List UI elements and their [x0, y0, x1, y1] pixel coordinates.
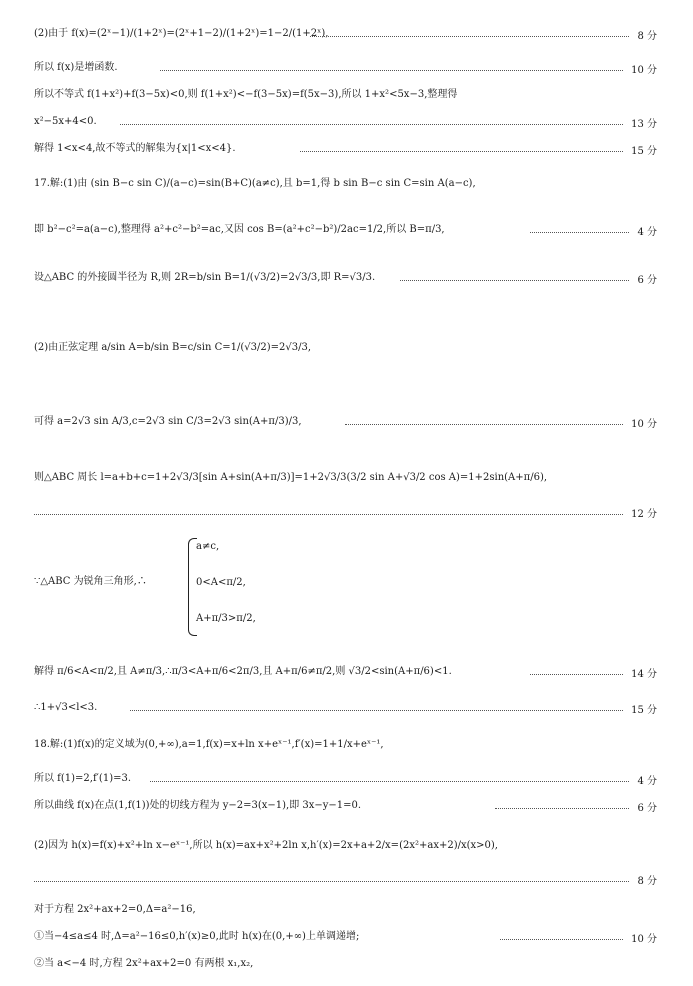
score-mark: 14 分 [631, 669, 657, 680]
line-text: 所以不等式 f(1+x²)+f(3−5x)<0,则 f(1+x²)<−f(3−5x)=f(5x−3),所以 1+x²<5x−3,整理得 [34, 89, 458, 100]
score-mark: 12 分 [631, 509, 657, 520]
score-mark: 10 分 [631, 419, 657, 430]
system-condition: a≠c, [196, 541, 220, 552]
score-mark: 13 分 [631, 119, 657, 130]
system-condition: A+π/3>π/2, [196, 613, 256, 624]
line-text: 解得 1<x<4,故不等式的解集为{x|1<x<4}. [34, 143, 236, 154]
dot-leader [300, 151, 623, 153]
solution-line [0, 26, 693, 56]
line-text: 17.解:(1)由 (sin B−c sin C)/(a−c)=sin(B+C)(a≠c),且 b=1,得 b sin B−c sin C=sin A(a−c), [34, 178, 476, 189]
system-condition: 0<A<π/2, [196, 577, 246, 588]
dot-leader [130, 710, 623, 712]
dot-leader [34, 514, 623, 516]
line-text: (2)因为 h(x)=f(x)+x²+ln x−eˣ⁻¹,所以 h(x)=ax+x²+2ln x,h′(x)=2x+a+2/x=(2x²+ax+2)/x(x>0), [34, 840, 498, 851]
score-mark: 4 分 [637, 776, 657, 787]
line-text: ∴1+√3<l<3. [34, 702, 98, 713]
line-text: 可得 a=2√3 sin A/3,c=2√3 sin C/3=2√3 sin(A+π/3)/3, [34, 416, 302, 427]
score-mark: 8 分 [637, 876, 657, 887]
score-mark: 4 分 [637, 227, 657, 238]
dot-leader [160, 70, 623, 72]
solution-line [0, 87, 693, 117]
line-text: 解得 π/6<A<π/2,且 A≠π/3,∴π/3<A+π/6<2π/3,且 A+π/6≠π/2,则 √3/2<sin(A+π/6)<1. [34, 666, 452, 677]
dot-leader [120, 124, 623, 126]
solution-line [0, 902, 693, 932]
solution-line [0, 838, 693, 868]
line-text: 所以 f(x)是增函数. [34, 62, 118, 73]
dot-leader [530, 232, 629, 234]
dot-leader [310, 36, 629, 38]
solution-line [0, 340, 693, 370]
line-text: 18.解:(1)f(x)的定义域为(0,+∞),a=1,f(x)=x+ln x+eˣ⁻¹,f′(x)=1+1/x+eˣ⁻¹, [34, 739, 384, 750]
score-mark: 10 分 [631, 65, 657, 76]
solution-line [0, 871, 693, 901]
score-mark: 6 分 [637, 803, 657, 814]
line-text: x²−5x+4<0. [34, 116, 97, 127]
line-text: 设△ABC 的外接圆半径为 R,则 2R=b/sin B=1/(√3/2)=2√3/3,即 R=√3/3. [34, 272, 376, 283]
line-text: (2)由正弦定理 a/sin A=b/sin B=c/sin C=1/(√3/2)=2√3/3, [34, 342, 312, 353]
solution-line [0, 504, 693, 534]
solution-line [0, 771, 693, 801]
dot-leader [500, 939, 623, 941]
line-text: ∵△ABC 为锐角三角形,∴ [34, 576, 147, 587]
solution-line [0, 664, 693, 694]
solution-line [0, 270, 693, 300]
solution-line [0, 414, 693, 444]
line-text: 所以 f(1)=2,f′(1)=3. [34, 773, 132, 784]
solution-line [0, 798, 693, 828]
score-mark: 15 分 [631, 705, 657, 716]
score-mark: 15 分 [631, 146, 657, 157]
solution-line [0, 956, 693, 986]
solution-line [0, 176, 693, 206]
score-mark: 6 分 [637, 275, 657, 286]
solution-line [0, 141, 693, 171]
line-text: 则△ABC 周长 l=a+b+c=1+2√3/3[sin A+sin(A+π/3)]=1+2√3/3(3/2 sin A+√3/2 cos A)=1+2sin(A+π/6), [34, 472, 548, 483]
solution-line [0, 737, 693, 767]
line-text: (2)由于 f(x)=(2ˣ−1)/(1+2ˣ)=(2ˣ+1−2)/(1+2ˣ)=1−2/(1+2ˣ), [34, 28, 329, 39]
solution-line [0, 60, 693, 90]
score-mark: 8 分 [637, 31, 657, 42]
dot-leader [495, 808, 629, 810]
line-text: 即 b²−c²=a(a−c),整理得 a²+c²−b²=ac,又因 cos B=(a²+c²−b²)/2ac=1/2,所以 B=π/3, [34, 224, 445, 235]
dot-leader [345, 424, 623, 426]
solution-line [0, 574, 693, 604]
dot-leader [150, 781, 629, 783]
line-text: ②当 a<−4 时,方程 2x²+ax+2=0 有两根 x₁,x₂, [34, 958, 254, 969]
solution-line [0, 700, 693, 730]
dot-leader [530, 674, 623, 676]
solution-line [0, 114, 693, 144]
line-text: 所以曲线 f(x)在点(1,f(1))处的切线方程为 y−2=3(x−1),即 3x−y−1=0. [34, 800, 362, 811]
solution-line [0, 222, 693, 252]
line-text: 对于方程 2x²+ax+2=0,Δ=a²−16, [34, 904, 196, 915]
score-mark: 10 分 [631, 934, 657, 945]
solution-line [0, 470, 693, 500]
line-text: ①当−4≤a≤4 时,Δ=a²−16≤0,h′(x)≥0,此时 h(x)在(0,+∞)上单调递增; [34, 931, 360, 942]
dot-leader [400, 280, 629, 282]
solution-line [0, 929, 693, 959]
dot-leader [34, 881, 629, 883]
